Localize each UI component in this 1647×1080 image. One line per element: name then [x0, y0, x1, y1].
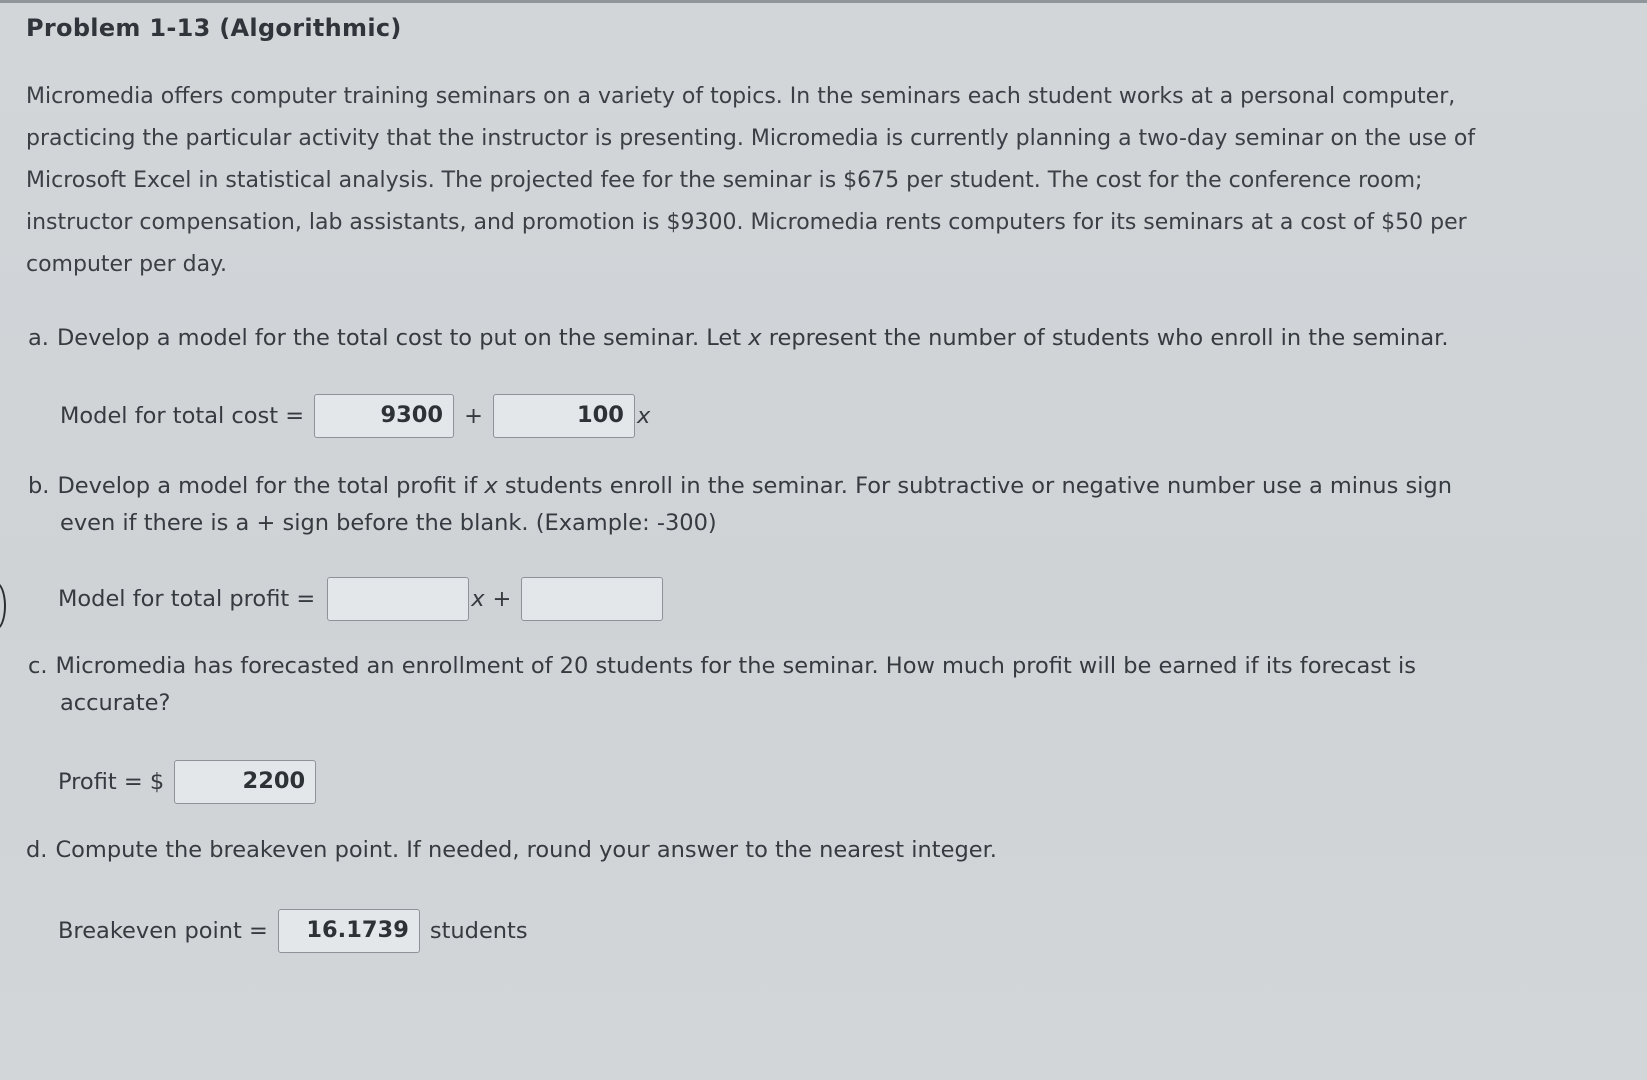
- part-c-label: c.: [28, 653, 48, 679]
- total-profit-constant-input[interactable]: [521, 577, 663, 621]
- part-b-line2: even if there is a + sign before the blank. (Example: -300): [60, 510, 717, 536]
- plus-sign: +: [464, 403, 483, 429]
- total-cost-variable-input[interactable]: 100: [493, 394, 635, 438]
- profit-label: Profit = $: [58, 769, 165, 795]
- variable-x: x: [484, 473, 498, 499]
- top-rule: [0, 0, 1647, 3]
- part-a-question: [28, 320, 1449, 357]
- part-c-text: Micromedia has forecasted an enrollment of 20 students for the seminar. How much profit will be earned if its forecast is: [55, 653, 1416, 679]
- intro-line: practicing the particular activity that the instructor is presenting. Micromedia is currently planning a two-day seminar on the use of: [26, 126, 1476, 151]
- breakeven-label: Breakeven point =: [58, 918, 268, 944]
- total-cost-label: Model for total cost =: [60, 403, 305, 429]
- breakeven-unit: students: [429, 918, 528, 944]
- part-b-question: [28, 468, 1452, 542]
- breakeven-row: [58, 909, 528, 953]
- part-c-question: [28, 648, 1416, 722]
- intro-line: instructor compensation, lab assistants, and promotion is $9300. Micromedia rents computers for its seminars at a cost of $50 per: [26, 210, 1467, 235]
- part-d-text: Compute the breakeven point. If needed, round your answer to the nearest integer.: [55, 837, 997, 863]
- part-a-text: Develop a model for the total cost to put on the seminar. Let: [56, 325, 742, 351]
- part-a-label: a.: [28, 325, 49, 351]
- total-profit-row: [58, 577, 663, 621]
- variable-x: x: [748, 325, 762, 351]
- part-b-label: b.: [28, 473, 50, 499]
- total-cost-fixed-input[interactable]: 9300: [314, 394, 454, 438]
- breakeven-input[interactable]: 16.1739: [278, 909, 420, 953]
- part-a-text-end: represent the number of students who enroll in the seminar.: [768, 325, 1449, 351]
- plus-sign: +: [492, 586, 512, 612]
- total-profit-label: Model for total profit =: [58, 586, 316, 612]
- part-d-question: [26, 832, 997, 869]
- total-profit-coefficient-input[interactable]: [327, 577, 469, 621]
- variable-x: x: [471, 586, 485, 612]
- part-c-line2: accurate?: [60, 690, 171, 716]
- profit-input[interactable]: 2200: [174, 760, 316, 804]
- total-cost-row: [60, 394, 650, 438]
- problem-title: Problem 1-13 (Algorithmic): [26, 14, 402, 42]
- edge-mark: [0, 582, 6, 630]
- problem-intro: [26, 76, 1626, 286]
- intro-line: Microsoft Excel in statistical analysis. The projected fee for the seminar is $675 per student. The cost for the conference room;: [26, 168, 1423, 193]
- intro-line: Micromedia offers computer training seminars on a variety of topics. In the seminars each student works at a personal computer,: [26, 84, 1456, 109]
- variable-x: x: [636, 403, 651, 429]
- part-b-text-end: students enroll in the seminar. For subtractive or negative number use a minus sign: [504, 473, 1452, 499]
- part-d-label: d.: [26, 837, 48, 863]
- part-b-text: Develop a model for the total profit if: [57, 473, 478, 499]
- profit-row: [58, 760, 316, 804]
- intro-line: computer per day.: [26, 252, 227, 277]
